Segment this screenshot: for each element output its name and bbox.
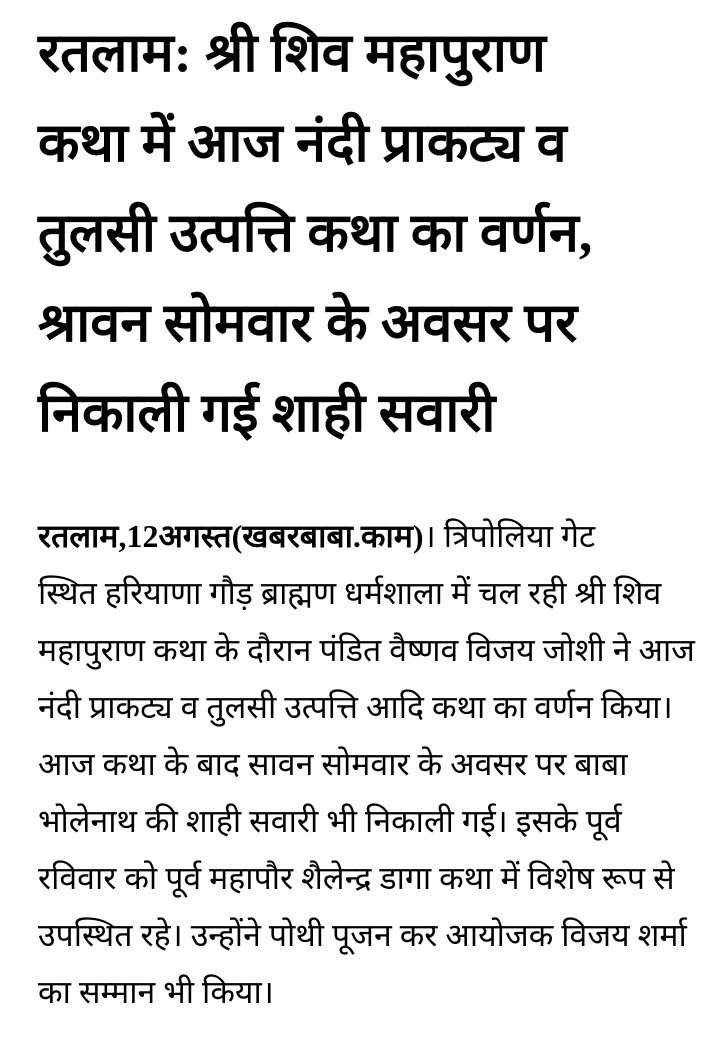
body-line: रविवार को पूर्व महापौर शैलेन्द्र डागा कथा में विशेष रूप से	[38, 860, 675, 896]
headline-line: कथा में आज नंदी प्राकट्य व	[38, 113, 567, 173]
dateline: रतलाम,12अगस्त(खबरबाबा.काम)	[38, 518, 424, 554]
body-line: आज कथा के बाद सावन सोमवार के अवसर पर बाबा	[38, 746, 628, 782]
headline-line: रतलाम: श्री शिव महापुराण	[38, 23, 546, 83]
body-line: नंदी प्राकट्य व तुलसी उत्पत्ति आदि कथा का वर्णन किया।	[38, 689, 673, 725]
body-line: भोलेनाथ की शाही सवारी भी निकाली गई। इसके पूर्व	[38, 803, 622, 839]
dateline-separator-text: । त्रिपोलिया गेट	[423, 518, 596, 554]
article-headline	[38, 8, 690, 458]
body-line: स्थित हरियाणा गौड़ ब्राह्मण धर्मशाला में चल रही श्री शिव	[38, 575, 662, 611]
headline-line: निकाली गई शाही सवारी	[38, 383, 496, 443]
body-line: उपस्थित रहे। उन्होंने पोथी पूजन कर आयोजक विजय शर्मा	[38, 917, 687, 953]
body-first-line	[38, 508, 690, 565]
headline-line: तुलसी उत्पत्ति कथा का वर्णन,	[38, 203, 593, 263]
article-body	[38, 508, 695, 1021]
body-line: का सम्मान भी किया।	[38, 974, 274, 1010]
article-body-lines	[38, 565, 695, 1021]
body-line: महापुराण कथा के दौरान पंडित वैष्णव विजय जोशी ने आज	[38, 632, 695, 668]
headline-line: श्रावन सोमवार के अवसर पर	[38, 293, 578, 353]
